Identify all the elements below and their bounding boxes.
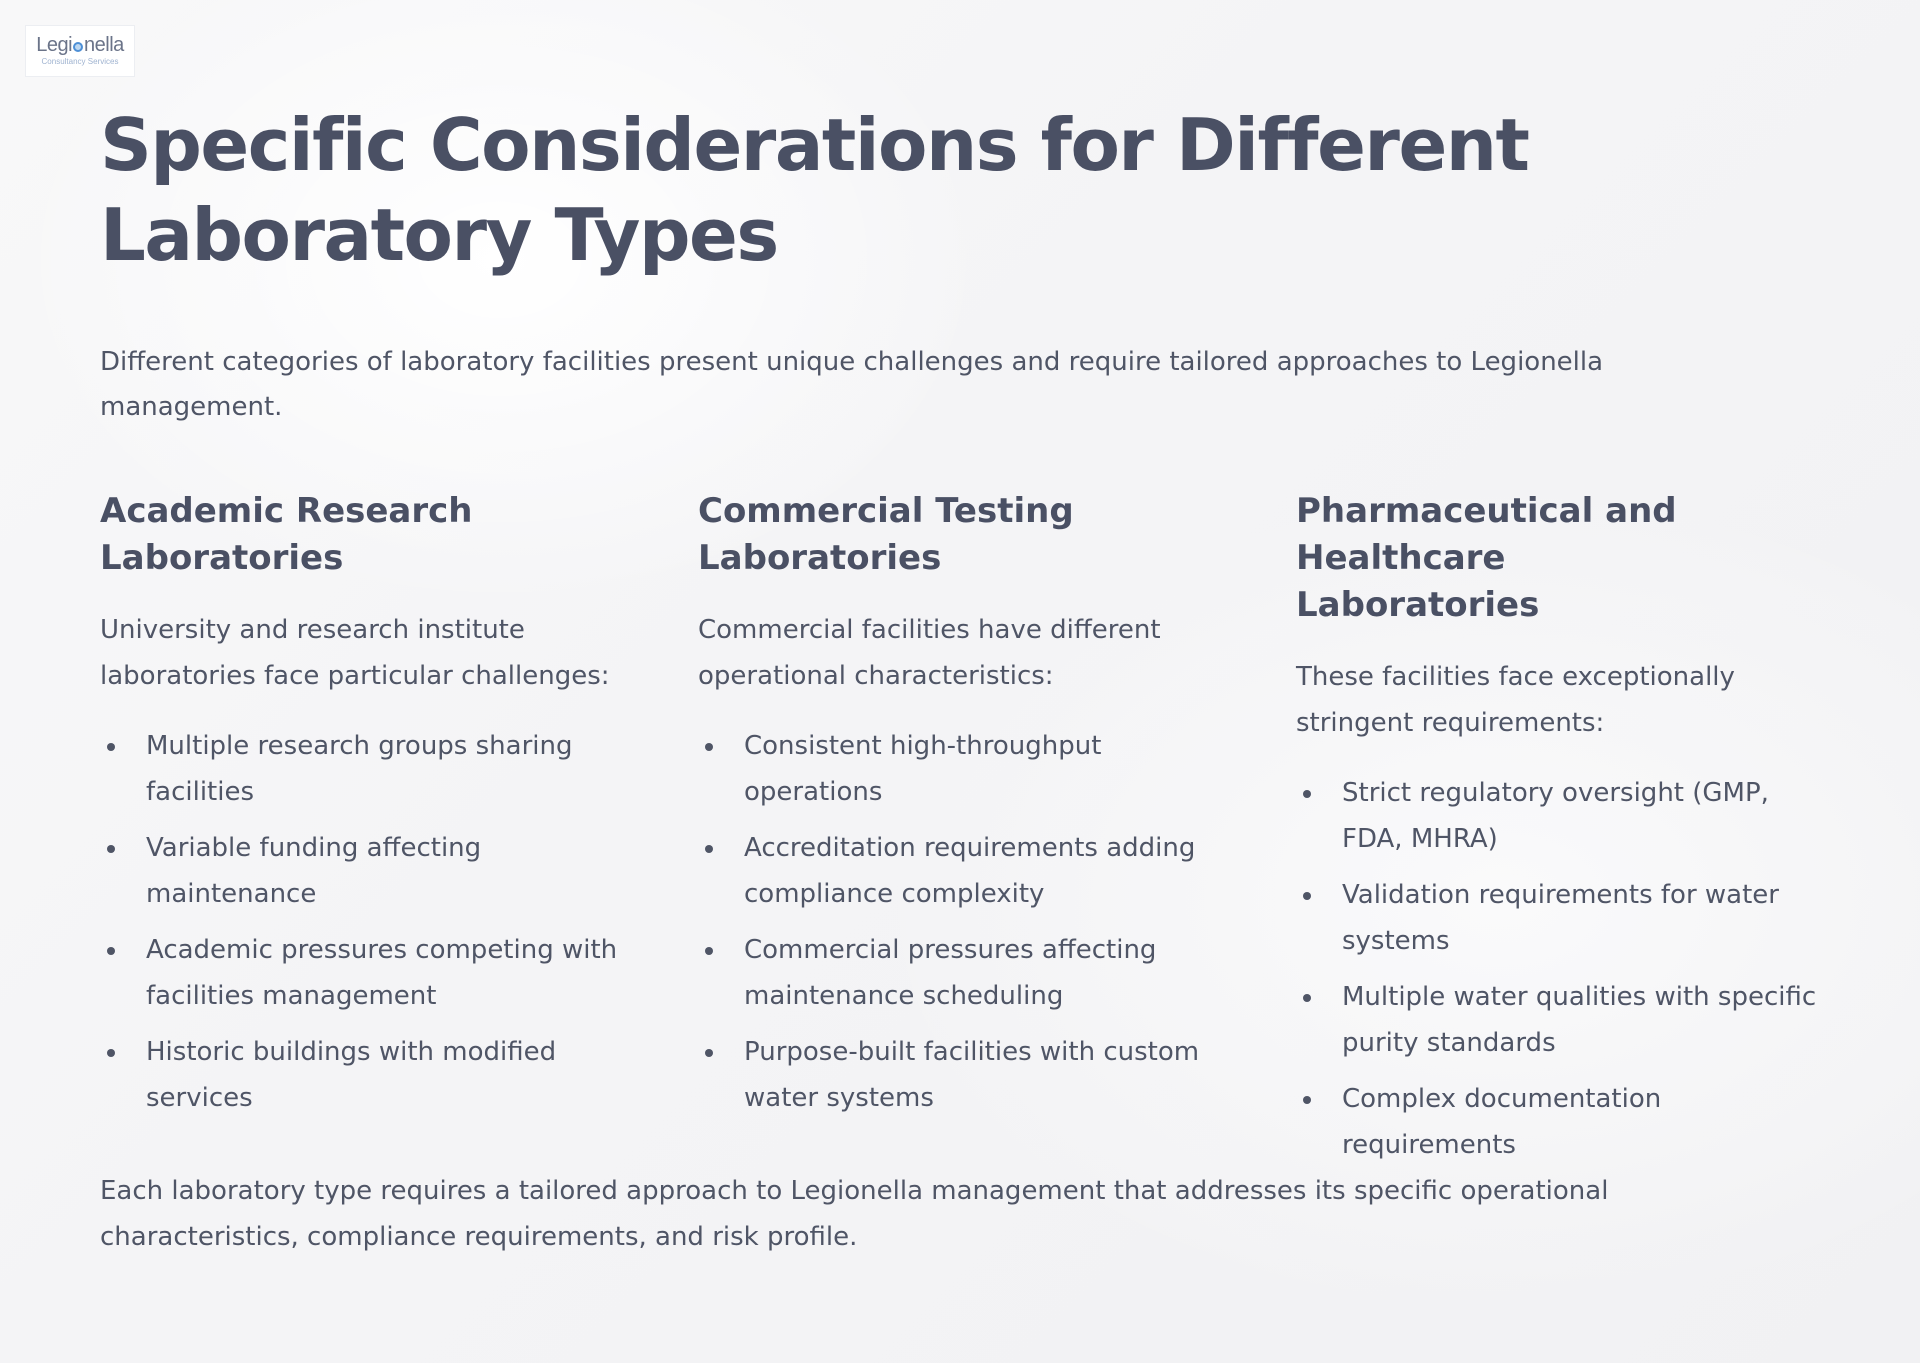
list-item: Accreditation requirements adding compliance complexity — [698, 825, 1238, 917]
bullet-icon — [705, 743, 713, 751]
bullet-icon — [1303, 994, 1311, 1002]
list-item: Multiple water qualities with specific purity standards — [1296, 974, 1836, 1066]
column-heading: Academic Research Laboratories — [100, 491, 473, 578]
logo-subtitle: Consultancy Services — [41, 57, 119, 66]
logo-wordmark: Legi nella — [36, 34, 124, 56]
column-commercial — [698, 488, 1238, 1131]
company-logo — [26, 26, 134, 76]
list-item: Complex documentation requirements — [1296, 1076, 1836, 1168]
bullet-list — [1296, 770, 1836, 1168]
list-item: Historic buildings with modified services — [100, 1029, 640, 1121]
column-description: Commercial facilities have different operational characteristics: — [698, 615, 1161, 691]
list-item: Academic pressures competing with facilities management — [100, 927, 640, 1019]
bullet-icon — [705, 845, 713, 853]
list-item: Purpose-built facilities with custom water systems — [698, 1029, 1238, 1121]
list-item: Multiple research groups sharing facilities — [100, 723, 640, 815]
bullet-icon — [107, 947, 115, 955]
column-heading: Commercial Testing Laboratories — [698, 491, 1074, 578]
bullet-icon — [705, 1049, 713, 1057]
bullet-icon — [705, 947, 713, 955]
column-heading: Pharmaceutical and Healthcare Laboratories — [1296, 491, 1677, 625]
list-item: Variable funding affecting maintenance — [100, 825, 640, 917]
list-item: Commercial pressures affecting maintenance scheduling — [698, 927, 1238, 1019]
column-academic — [100, 488, 640, 1131]
bullet-icon — [1303, 892, 1311, 900]
bullet-icon — [107, 845, 115, 853]
bullet-icon — [107, 1049, 115, 1057]
column-pharmaceutical — [1296, 488, 1836, 1178]
bullet-icon — [1303, 1096, 1311, 1104]
list-item: Strict regulatory oversight (GMP, FDA, MHRA) — [1296, 770, 1836, 862]
column-description: These facilities face exceptionally stringent requirements: — [1296, 662, 1735, 738]
list-item: Consistent high-throughput operations — [698, 723, 1238, 815]
bullet-list — [100, 723, 640, 1121]
bullet-icon — [107, 743, 115, 751]
column-description: University and research institute laboratories face particular challenges: — [100, 615, 610, 691]
closing-paragraph: Each laboratory type requires a tailored approach to Legionella management that addresses its specific operational characteristics, compliance requirements, and risk profile. — [100, 1176, 1609, 1252]
page-title: Specific Considerations for Different Laboratory Types — [100, 103, 1529, 277]
bullet-icon — [1303, 790, 1311, 798]
bullet-list — [698, 723, 1238, 1121]
list-item: Validation requirements for water systems — [1296, 872, 1836, 964]
logo-o-mark — [73, 42, 83, 52]
intro-paragraph: Different categories of laboratory facilities present unique challenges and require tailored approaches to Legionella management. — [100, 347, 1604, 422]
